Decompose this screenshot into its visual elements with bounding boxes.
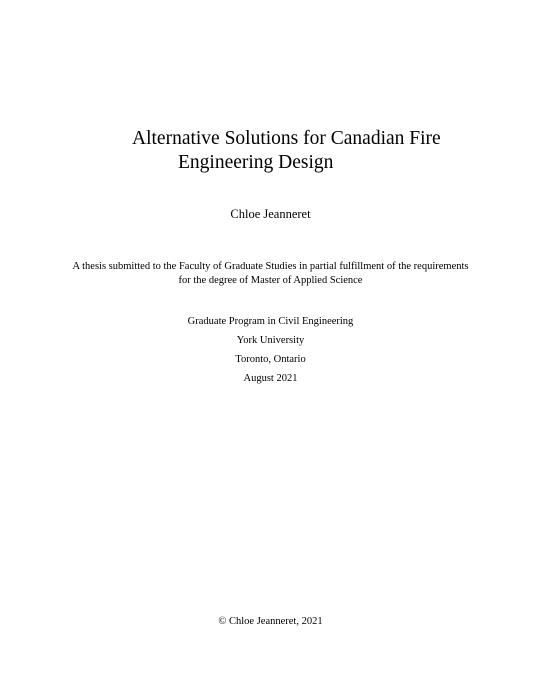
thesis-title-line-1: Alternative Solutions for Canadian Fire [132,128,441,149]
author-name: Chloe Jeanneret [230,207,311,221]
university-name: York University [236,335,305,346]
submission-date: August 2021 [243,373,298,384]
graduate-program: Graduate Program in Civil Engineering [187,316,354,327]
location: Toronto, Ontario [235,354,306,365]
thesis-title-line-2: Engineering Design [178,152,334,173]
copyright-notice: © Chloe Jeanneret, 2021 [218,616,323,627]
submission-statement-line-1: A thesis submitted to the Faculty of Graduate Studies in partial fulfillment of the requirements [72,261,469,272]
submission-statement-line-2: for the degree of Master of Applied Science [178,275,363,286]
